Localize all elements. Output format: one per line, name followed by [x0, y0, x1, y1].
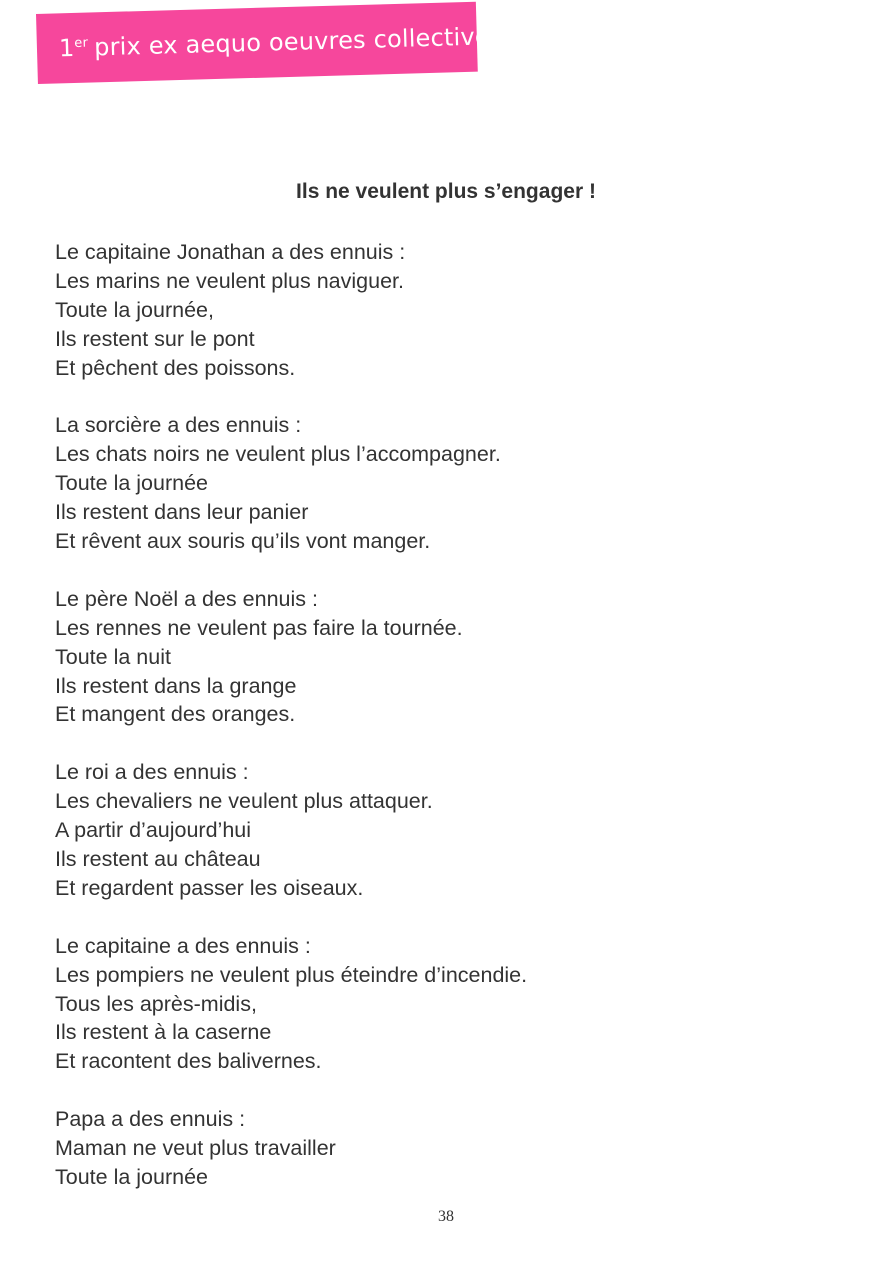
poem-line: Toute la journée, — [55, 297, 214, 322]
award-banner-text — [59, 22, 503, 62]
poem-line: Ils restent au château — [55, 846, 261, 871]
award-label: prix ex aequo oeuvres collectives — [93, 21, 503, 62]
poem-line: Les pompiers ne veulent plus éteindre d’incendie. — [55, 962, 528, 987]
poem-line: Papa a des ennuis : — [55, 1107, 246, 1132]
stanza — [55, 932, 855, 1077]
poem-line: Toute la journée — [55, 1164, 208, 1189]
poem-line: La sorcière a des ennuis : — [55, 413, 302, 438]
stanza — [55, 758, 855, 903]
poem-line: A partir d’aujourd’hui — [55, 818, 252, 843]
poem-line: Les chevaliers ne veulent plus attaquer. — [55, 789, 433, 814]
poem-line: Ils restent sur le pont — [55, 326, 255, 351]
stanza — [55, 585, 855, 730]
stanza — [55, 411, 855, 556]
poem-line: Les marins ne veulent plus naviguer. — [55, 268, 404, 293]
poem-line: Le roi a des ennuis : — [55, 760, 249, 785]
award-banner — [36, 2, 503, 84]
stanza — [55, 238, 855, 383]
award-ordinal-suffix: er — [74, 35, 89, 51]
poem-line: Toute la journée — [55, 471, 208, 496]
poem-line: Tous les après-midis, — [55, 991, 257, 1016]
poem-line: Et rêvent aux souris qu’ils vont manger. — [55, 529, 431, 554]
poem-line: Et racontent des balivernes. — [55, 1049, 322, 1074]
poem-line: Toute la nuit — [55, 644, 171, 669]
poem-body — [55, 238, 855, 1221]
poem-title: Ils ne veulent plus s’engager ! — [296, 180, 596, 203]
poem-line: Les chats noirs ne veulent plus l’accompagner. — [55, 442, 501, 467]
stanza — [55, 1105, 855, 1192]
poem-line: Le capitaine a des ennuis : — [55, 933, 311, 958]
poem-line: Ils restent à la caserne — [55, 1020, 272, 1045]
poem-line: Et regardent passer les oiseaux. — [55, 875, 364, 900]
poem-line: Le père Noël a des ennuis : — [55, 586, 318, 611]
award-ordinal: 1 — [58, 33, 75, 63]
poem-line: Et pêchent des poissons. — [55, 355, 296, 380]
poem-line: Le capitaine Jonathan a des ennuis : — [55, 240, 406, 264]
poem-line: Et mangent des oranges. — [55, 702, 296, 727]
poem-line: Ils restent dans leur panier — [55, 500, 309, 525]
poem-line: Les rennes ne veulent pas faire la tournée. — [55, 615, 463, 640]
poem-line: Maman ne veut plus travailler — [55, 1136, 336, 1161]
page-number: 38 — [438, 1208, 454, 1225]
poem-line: Ils restent dans la grange — [55, 673, 297, 698]
